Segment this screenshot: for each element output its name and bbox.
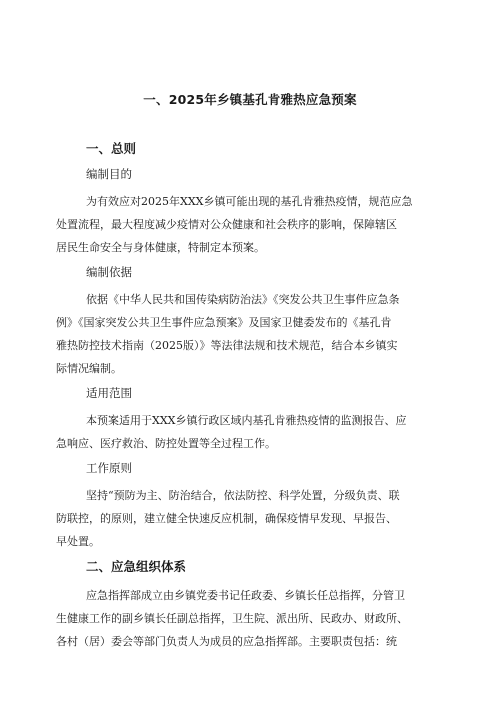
paragraph-scope [56, 409, 454, 455]
paragraph-line: 各村（居）委会等部门负责人为成员的应急指挥部。主要职责包括：统 [56, 635, 397, 648]
paragraph-line: 处置流程，最大程度减少疫情对公众健康和社会秩序的影响，保障辖区 [56, 218, 397, 231]
paragraph-line: 生健康工作的副乡镇长任副总指挥，卫生院、派出所、民政办、财政所、 [56, 612, 408, 625]
paragraph-principles [56, 484, 454, 553]
paragraph-line: 坚持“预防为主、防治结合，依法防控、科学处置，分级负责、联 [86, 489, 400, 502]
paragraph-line: 例》《国家突发公共卫生事件应急预案》及国家卫健委发布的《基孔肯 [56, 316, 392, 329]
subsection-heading-purpose: 编制目的 [86, 167, 132, 181]
paragraph-line: 急响应、医疗救治、防控处置等全过程工作。 [56, 437, 276, 450]
paragraph-line: 依据《中华人民共和国传染病防治法》《突发公共卫生事件应急条 [86, 293, 400, 306]
paragraph-line: 应急指挥部成立由乡镇党委书记任政委、乡镇长任总指挥，分管卫 [86, 589, 405, 602]
paragraph-basis [56, 288, 454, 380]
document-title: 一、2025年乡镇基孔肯雅热应急预案 [143, 92, 357, 107]
paragraph-line: 为有效应对2025年XXX乡镇可能出现的基孔肯雅热疫情，规范应急 [86, 195, 413, 208]
paragraph-line: 际情况编制。 [56, 362, 122, 375]
paragraph-line: 本预案适用于XXX乡镇行政区域内基孔肯雅热疫情的监测报告、应 [86, 414, 407, 427]
paragraph-organization [56, 584, 454, 653]
subsection-heading-principles: 工作原则 [86, 461, 132, 475]
subsection-heading-basis: 编制依据 [86, 265, 132, 279]
section-heading-organization: 二、应急组织体系 [86, 559, 187, 574]
paragraph-line: 居民生命安全与身体健康，特制定本预案。 [56, 241, 265, 254]
paragraph-line: 早处置。 [56, 535, 100, 548]
document-body [56, 140, 454, 658]
paragraph-line: 雅热防控技术指南（2025版）》等法律法规和技术规范，结合本乡镇实 [56, 339, 398, 352]
paragraph-purpose [56, 190, 454, 259]
subsection-heading-scope: 适用范围 [86, 386, 132, 400]
section-heading-general: 一、总则 [86, 141, 137, 156]
paragraph-line: 防联控，的原则，建立健全快速反应机制，确保疫情早发现、早报告、 [56, 512, 397, 525]
